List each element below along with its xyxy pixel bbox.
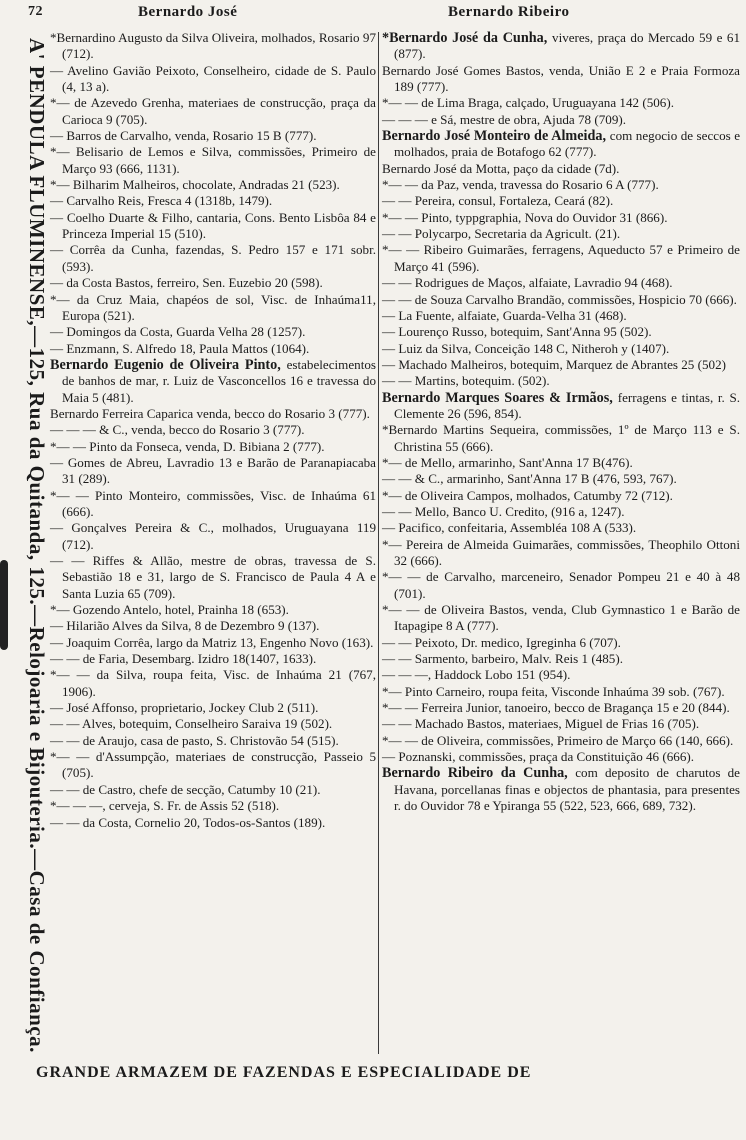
directory-entry bbox=[382, 30, 740, 63]
entry-name-heading: Bernardo Marques Soares & Irmãos, bbox=[382, 389, 613, 406]
directory-entry bbox=[50, 144, 376, 177]
entry-text: — — — & C., venda, becco do Rosario 3 (777). bbox=[50, 422, 305, 438]
directory-entry bbox=[382, 341, 740, 357]
right-column bbox=[382, 30, 740, 815]
side-advertisement-text: A' PENDULA FLUMINENSE,—125, Rua da Quitanda, 125.—Relojoaria e Bijouteria.—Casa de Confiança. bbox=[25, 38, 49, 1053]
entry-text: *— — de Oliveira, commissões, Primeiro de Março 66 (140, 666). bbox=[382, 732, 734, 748]
entry-text: — — Pereira, consul, Fortaleza, Ceará (82). bbox=[382, 193, 614, 209]
directory-entry bbox=[382, 520, 740, 536]
directory-entry bbox=[382, 700, 740, 716]
entry-text: — — da Costa, Cornelio 20, Todos-os-Santos (189). bbox=[50, 814, 326, 830]
directory-entry bbox=[382, 226, 740, 242]
entry-text: *— — Ferreira Junior, tanoeiro, becco de Bragança 15 e 20 (844). bbox=[382, 700, 730, 716]
directory-entry bbox=[382, 193, 740, 209]
directory-entry bbox=[382, 471, 740, 487]
directory-entry bbox=[382, 292, 740, 308]
directory-entry bbox=[50, 422, 376, 438]
directory-entry bbox=[382, 733, 740, 749]
entry-text: *— — Pinto Monteiro, commissões, Visc. de Inhaúma 61 (666). bbox=[50, 487, 376, 519]
directory-entry bbox=[382, 112, 740, 128]
entry-text: — — de Faria, Desembarg. Izidro 18(1407, 1633). bbox=[50, 651, 317, 667]
directory-entry bbox=[382, 242, 740, 275]
entry-text: — Luiz da Silva, Conceição 148 C, Nitheroh y (1407). bbox=[382, 340, 670, 356]
entry-text: Bernardo José da Motta, paço da cidade (7d). bbox=[382, 160, 620, 176]
entry-text: — — Riffes & Allão, mestre de obras, travessa de S. Sebastião 18 e 31, largo de S. Francisco de Paula 4 A e Santa Luzia 65 (709). bbox=[50, 553, 376, 601]
directory-entry bbox=[50, 455, 376, 488]
entry-name-heading: Bernardo Eugenio de Oliveira Pinto, bbox=[50, 356, 281, 373]
entry-text: — — Peixoto, Dr. medico, Igreginha 6 (707). bbox=[382, 634, 621, 650]
entry-text: — da Costa Bastos, ferreiro, Sen. Euzebio 20 (598). bbox=[50, 275, 323, 291]
directory-entry bbox=[50, 488, 376, 521]
entry-name-heading: Bernardo Ribeiro da Cunha, bbox=[382, 765, 568, 782]
directory-entry bbox=[50, 553, 376, 602]
entry-text: — — Sarmento, barbeiro, Malv. Reis 1 (485). bbox=[382, 651, 623, 667]
directory-entry bbox=[50, 177, 376, 193]
left-running-title: Bernardo José bbox=[138, 4, 238, 20]
directory-entry bbox=[50, 651, 376, 667]
column-divider bbox=[378, 32, 379, 1054]
entry-text: — Carvalho Reis, Fresca 4 (1318b, 1479). bbox=[50, 193, 273, 209]
entry-text: *Bernardino Augusto da Silva Oliveira, molhados, Rosario 97 (712). bbox=[50, 30, 376, 62]
directory-entry bbox=[50, 193, 376, 209]
entry-text: *— de Oliveira Campos, molhados, Catumby 72 (712). bbox=[382, 487, 673, 503]
entry-text: *— — —, cerveja, S. Fr. de Assis 52 (518). bbox=[50, 798, 280, 814]
directory-entry bbox=[50, 275, 376, 291]
entry-text: — Gonçalves Pereira & C., molhados, Uruguayana 119 (712). bbox=[50, 520, 376, 552]
directory-entry bbox=[50, 95, 376, 128]
entry-text: — — Martins, botequim. (502). bbox=[382, 373, 550, 389]
directory-entry bbox=[50, 357, 376, 406]
entry-text: *— Gozendo Antelo, hotel, Prainha 18 (653). bbox=[50, 602, 289, 618]
side-advertisement bbox=[2, 30, 50, 1090]
entry-text: *Bernardo Martins Sequeira, commissões, 1º de Março 113 e S. Christina 55 (666). bbox=[382, 422, 740, 454]
directory-entry bbox=[382, 537, 740, 570]
directory-entry bbox=[382, 373, 740, 389]
entry-text: — Enzmann, S. Alfredo 18, Paula Mattos (1064). bbox=[50, 340, 310, 356]
entry-text: *— — da Paz, venda, travessa do Rosario 6 A (777). bbox=[382, 177, 659, 193]
directory-entry bbox=[382, 684, 740, 700]
directory-entry bbox=[382, 635, 740, 651]
entry-text: — Lourenço Russo, botequim, Sant'Anna 95 (502). bbox=[382, 324, 652, 340]
entry-text: — Joaquim Corrêa, largo da Matriz 13, Engenho Novo (163). bbox=[50, 634, 374, 650]
entry-text: — Gomes de Abreu, Lavradio 13 e Barão de Paranapiacaba 31 (289). bbox=[50, 454, 376, 487]
directory-entry bbox=[50, 667, 376, 700]
entry-text: — — —, Haddock Lobo 151 (954). bbox=[382, 667, 571, 683]
entry-text: — — Machado Bastos, materiaes, Miguel de Frias 16 (705). bbox=[382, 716, 700, 732]
entry-text: *— Pinto Carneiro, roupa feita, Visconde Inhaúma 39 sob. (767). bbox=[382, 683, 725, 699]
directory-entry bbox=[382, 749, 740, 765]
directory-entry bbox=[382, 488, 740, 504]
footer-advertisement: GRANDE ARMAZEM DE FAZENDAS E ESPECIALIDADE DE bbox=[36, 1064, 532, 1081]
entry-text: — Barros de Carvalho, venda, Rosario 15 B (777). bbox=[50, 128, 317, 144]
entry-text: *— — de Lima Braga, calçado, Uruguayana 142 (506). bbox=[382, 95, 674, 111]
directory-entry bbox=[382, 422, 740, 455]
entry-text: com deposito de charutos de Havana, porcellanas finas e objectos de phantasia, para presentes r. do Ouvidor 78 e Ypiranga 55 (522, 523, 666, 689, 732). bbox=[394, 765, 740, 814]
entry-text: com negocio de seccos e molhados, praia de Botafogo 62 (777). bbox=[394, 128, 741, 160]
directory-entry bbox=[50, 749, 376, 782]
entry-text: *— — de Oliveira Bastos, venda, Club Gymnastico 1 e Barão de Itapagipe 8 A (777). bbox=[382, 602, 740, 634]
directory-entry bbox=[382, 308, 740, 324]
entry-text: — — & C., armarinho, Sant'Anna 17 B (476, 593, 767). bbox=[382, 471, 677, 487]
entry-text: — José Affonso, proprietario, Jockey Club 2 (511). bbox=[50, 700, 319, 716]
directory-entry bbox=[50, 30, 376, 63]
entry-text: *— — da Silva, roupa feita, Visc. de Inhaúma 21 (767, 1906). bbox=[50, 667, 376, 699]
entry-name-heading: Bernardo José Monteiro de Almeida, bbox=[382, 128, 606, 145]
directory-entry bbox=[382, 602, 740, 635]
entry-text: — Pacifico, confeitaria, Assembléa 108 A (533). bbox=[382, 520, 637, 536]
directory-entry bbox=[50, 716, 376, 732]
directory-entry bbox=[50, 618, 376, 634]
entry-text: *— Pereira de Almeida Guimarães, commissões, Theophilo Ottoni 32 (666). bbox=[382, 536, 740, 568]
entry-text: — — Mello, Banco U. Credito, (916 a, 1247). bbox=[382, 503, 625, 519]
left-column bbox=[50, 30, 376, 831]
right-running-title: Bernardo Ribeiro bbox=[448, 4, 570, 20]
directory-entry bbox=[50, 324, 376, 340]
directory-entry bbox=[50, 782, 376, 798]
directory-entry bbox=[50, 242, 376, 275]
directory-entry bbox=[50, 210, 376, 243]
entry-text: — — de Souza Carvalho Brandão, commissões, Hospicio 70 (666). bbox=[382, 291, 737, 307]
directory-entry bbox=[50, 128, 376, 144]
entry-text: *— Bilharim Malheiros, chocolate, Andradas 21 (523). bbox=[50, 177, 340, 193]
directory-entry bbox=[382, 161, 740, 177]
directory-entry bbox=[50, 798, 376, 814]
directory-entry bbox=[382, 390, 740, 423]
entry-text: — — Polycarpo, Secretaria da Agricult. (21). bbox=[382, 226, 621, 242]
entry-text: — Machado Malheiros, botequim, Marquez de Abrantes 25 (502) bbox=[382, 356, 726, 372]
directory-entry bbox=[50, 602, 376, 618]
entry-text: *— — Pinto, typpgraphia, Nova do Ouvidor 31 (866). bbox=[382, 209, 668, 225]
directory-entry bbox=[50, 406, 376, 422]
directory-entry bbox=[50, 292, 376, 325]
directory-entry bbox=[382, 324, 740, 340]
entry-text: — — — e Sá, mestre de obra, Ajuda 78 (709). bbox=[382, 111, 626, 127]
directory-entry bbox=[382, 716, 740, 732]
entry-text: *— — Pinto da Fonseca, venda, D. Bibiana 2 (777). bbox=[50, 438, 325, 454]
directory-entry bbox=[382, 63, 740, 96]
entry-text: — Coelho Duarte & Filho, cantaria, Cons. Bento Lisbôa 84 e Princeza Imperial 15 (510). bbox=[50, 209, 376, 242]
directory-entry bbox=[382, 455, 740, 471]
entry-text: — Domingos da Costa, Guarda Velha 28 (1257). bbox=[50, 324, 306, 340]
entry-text: — Hilarião Alves da Silva, 8 de Dezembro 9 (137). bbox=[50, 618, 320, 634]
directory-entry bbox=[382, 275, 740, 291]
entry-text: — — de Araujo, casa de pasto, S. Christovão 54 (515). bbox=[50, 732, 339, 748]
entry-text: *— de Mello, armarinho, Sant'Anna 17 B(476). bbox=[382, 454, 633, 470]
entry-name-heading: *Bernardo José da Cunha, bbox=[382, 30, 548, 46]
directory-entry bbox=[382, 210, 740, 226]
directory-entry bbox=[50, 63, 376, 96]
directory-entry bbox=[50, 700, 376, 716]
directory-entry bbox=[50, 439, 376, 455]
entry-text: ferragens e tintas, r. S. Clemente 26 (596, 854). bbox=[394, 389, 740, 421]
directory-entry bbox=[382, 667, 740, 683]
page-number: 72 bbox=[28, 4, 43, 19]
entry-text: — — Rodrigues de Maços, alfaiate, Lavradio 94 (468). bbox=[382, 275, 673, 291]
entry-text: *— de Azevedo Grenha, materiaes de construcção, praça da Carioca 9 (705). bbox=[50, 95, 376, 127]
entry-text: viveres, praça do Mercado 59 e 61 (877). bbox=[394, 30, 740, 62]
directory-entry bbox=[50, 815, 376, 831]
directory-entry bbox=[382, 357, 740, 373]
entry-text: — — Alves, botequim, Conselheiro Saraiva 19 (502). bbox=[50, 716, 333, 732]
entry-text: *— Belisario de Lemos e Silva, commissões, Primeiro de Março 93 (666, 1131). bbox=[50, 144, 376, 176]
directory-entry bbox=[382, 128, 740, 161]
entry-text: estabelecimentos de banhos de mar, r. Luiz de Vasconcellos 16 e travessa do Maia 5 (481). bbox=[62, 356, 377, 405]
directory-entry bbox=[50, 341, 376, 357]
entry-text: — Avelino Gavião Peixoto, Conselheiro, cidade de S. Paulo (4, 13 a). bbox=[50, 62, 376, 95]
directory-entry bbox=[50, 733, 376, 749]
directory-entry bbox=[382, 95, 740, 111]
page-header bbox=[28, 2, 740, 26]
directory-entry bbox=[50, 520, 376, 553]
entry-text: — Corrêa da Cunha, fazendas, S. Pedro 157 e 171 sobr. (593). bbox=[50, 242, 376, 274]
directory-entry bbox=[50, 635, 376, 651]
directory-entry bbox=[382, 651, 740, 667]
entry-text: *— — de Carvalho, marceneiro, Senador Pompeu 21 e 40 à 48 (701). bbox=[382, 569, 740, 601]
entry-text: *— — Ribeiro Guimarães, ferragens, Aqueducto 57 e Primeiro de Março 41 (596). bbox=[382, 242, 740, 274]
directory-entry bbox=[382, 177, 740, 193]
entry-text: *— — d'Assumpção, materiaes de construcção, Passeio 5 (705). bbox=[50, 749, 376, 781]
entry-text: — — de Castro, chefe de secção, Catumby 10 (21). bbox=[50, 781, 321, 797]
entry-text: Bernardo Ferreira Caparica venda, becco do Rosario 3 (777). bbox=[50, 405, 370, 421]
entry-text: — La Fuente, alfaiate, Guarda-Velha 31 (468). bbox=[382, 307, 627, 323]
entry-text: Bernardo José Gomes Bastos, venda, União E 2 e Praia Formoza 189 (777). bbox=[382, 62, 740, 95]
entry-text: — Poznanski, commissões, praça da Constituição 46 (666). bbox=[382, 749, 695, 765]
directory-entry bbox=[382, 765, 740, 814]
directory-entry bbox=[382, 504, 740, 520]
entry-text: *— da Cruz Maia, chapéos de sol, Visc. de Inhaúma11, Europa (521). bbox=[50, 291, 376, 323]
directory-entry bbox=[382, 569, 740, 602]
